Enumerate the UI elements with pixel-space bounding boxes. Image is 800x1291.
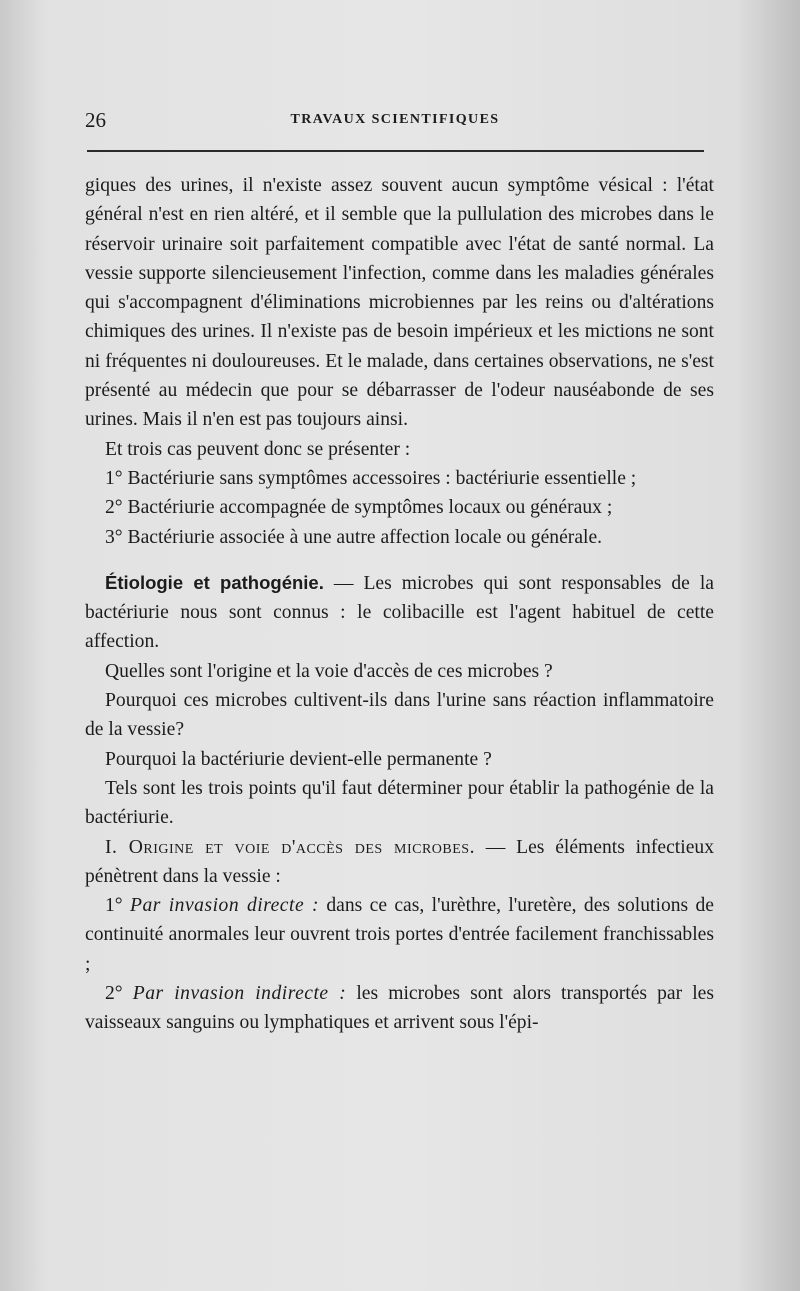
page-header <box>85 108 705 138</box>
list-item-invasion-directe <box>85 891 714 979</box>
list-number: 1° <box>105 895 130 917</box>
paragraph-continuation: giques des urines, il n'existe assez souvent aucun symptôme vésical : l'état général n'est en rien altéré, et il semble que la pullulation des microbes dans le réservoir urinaire soit parfaitement compatible avec l'état de santé normal. La vessie supporte silencieusement l'infection, comme dans les maladies générales qui s'accompagnent d'éliminations microbiennes par les reins ou d'altérations chimiques des urines. Il n'existe pas de besoin impérieux et les mictions ne sont ni fréquentes ni douloureuses. Et le malade, dans certaines observations, ne s'est présenté au médecin que pour se débarrasser de l'odeur nauséabonde de ses urines. Mais il n'en est pas toujours ainsi. <box>85 175 714 431</box>
page-number: 26 <box>85 108 106 132</box>
paragraph-three-cases: Et trois cas peuvent donc se présenter : <box>105 438 411 460</box>
list-item-invasion-indirecte <box>85 979 714 1038</box>
header-rule <box>87 150 704 152</box>
list-text: les microbes sont alors transportés par les vaisseaux sanguins ou lymphatiques et arrivent sous l'épi- <box>85 983 715 1034</box>
running-title: TRAVAUX SCIENTIFIQUES <box>290 112 500 127</box>
section-text-origine: — Les éléments infectieux pénètrent dans la vessie : <box>85 836 714 887</box>
section-etiologie <box>85 568 714 657</box>
list-item-case-3: 3° Bactériurie associée à une autre affection locale ou générale. <box>105 526 603 548</box>
section-origine <box>85 833 714 892</box>
page-body <box>85 171 714 1038</box>
list-term: Par invasion indirecte : <box>132 983 347 1005</box>
question-permanente: Pourquoi la bactériurie devient-elle permanente ? <box>105 748 492 770</box>
list-term: Par invasion directe : <box>129 895 320 917</box>
section-heading-origine: I. Origine et voie d'accès des microbes. <box>105 836 475 858</box>
list-text: dans ce cas, l'urèthre, l'uretère, des solutions de continuité anormales leur ouvrent trois portes d'entrée facilement franchissables ; <box>85 895 714 975</box>
list-item-case-1: 1° Bactériurie sans symptômes accessoires : bactériurie essentielle ; <box>105 467 637 489</box>
question-culture: Pourquoi ces microbes cultivent-ils dans l'urine sans réaction inflammatoire de la vessie? <box>85 690 714 741</box>
section-text-etiologie: — Les microbes qui sont responsables de la bactériurie nous sont connus : le colibacille est l'agent habituel de cette affection. <box>85 572 714 653</box>
paragraph-trois-points: Tels sont les trois points qu'il faut déterminer pour établir la pathogénie de la bactériurie. <box>85 777 714 829</box>
list-item-case-2: 2° Bactériurie accompagnée de symptômes locaux ou généraux ; <box>105 497 613 519</box>
list-number: 2° <box>105 983 133 1005</box>
section-heading-etiologie: Étiologie et pathogénie. <box>105 571 324 593</box>
question-origine: Quelles sont l'origine et la voie d'accès de ces microbes ? <box>105 660 553 682</box>
